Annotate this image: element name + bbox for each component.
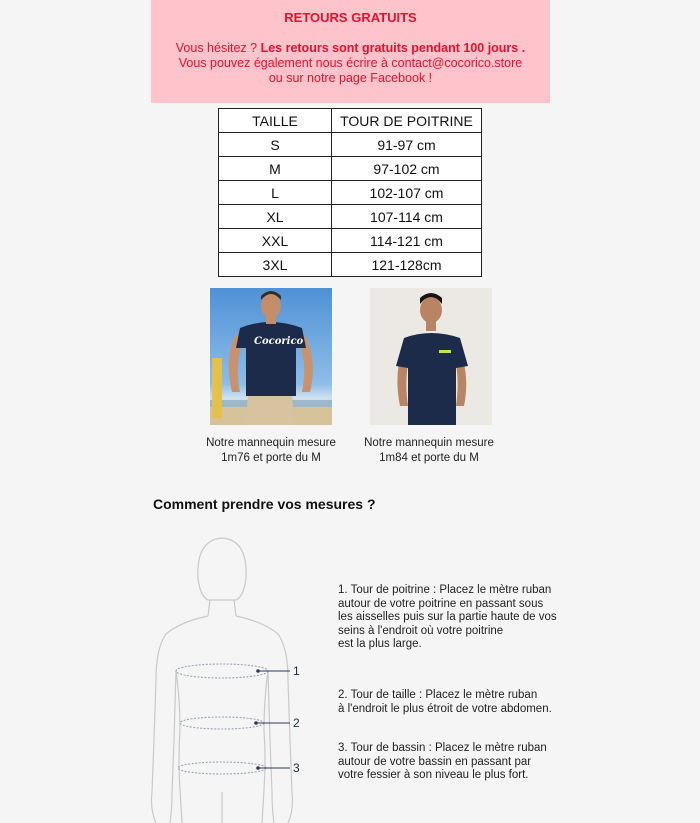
marker-3: 3 xyxy=(293,761,300,775)
shirt-logo-text: Cocorico xyxy=(254,336,304,347)
caption-line2: 1m76 et porte du M xyxy=(221,452,321,464)
banner-body xyxy=(151,41,550,86)
header-taille: TAILLE xyxy=(219,109,332,133)
banner-title: RETOURS GRATUITS xyxy=(284,10,417,25)
marker-1: 1 xyxy=(293,664,300,678)
table-row xyxy=(219,157,482,181)
instruction-line: les aisselles puis sur la partie haute de vos xyxy=(338,611,557,623)
chest-cell: 121-128cm xyxy=(332,253,482,277)
header-tour-de-poitrine: TOUR DE POITRINE xyxy=(332,109,482,133)
model-caption-2 xyxy=(344,436,514,466)
banner-line1-bold: Les retours sont gratuits pendant 100 jours . xyxy=(260,41,526,55)
chest-cell: 107-114 cm xyxy=(332,205,482,229)
size-cell: XXL xyxy=(219,229,332,253)
table-row xyxy=(219,229,482,253)
size-cell: 3XL xyxy=(219,253,332,277)
instruction-line: autour de votre poitrine en passant sous xyxy=(338,597,544,610)
chest-cell: 91-97 cm xyxy=(332,133,482,157)
instruction-hips xyxy=(338,742,563,783)
size-table xyxy=(218,108,482,277)
size-cell: M xyxy=(219,157,332,181)
size-cell: S xyxy=(219,133,332,157)
instruction-line: 1. Tour de poitrine : Placez le mètre ruban xyxy=(338,584,552,596)
model-photo-beach xyxy=(210,288,332,425)
chest-cell: 114-121 cm xyxy=(332,229,482,253)
free-returns-banner xyxy=(151,0,550,103)
how-to-measure-title: Comment prendre vos mesures ? xyxy=(153,496,376,512)
instruction-line: votre fessier à son niveau le plus fort. xyxy=(338,769,529,781)
chest-cell: 102-107 cm xyxy=(332,181,482,205)
instruction-line: 3. Tour de bassin : Placez le mètre ruban xyxy=(338,742,547,754)
banner-line3: ou sur notre page Facebook ! xyxy=(268,71,433,85)
size-cell: L xyxy=(219,181,332,205)
instruction-line: est la plus large. xyxy=(338,638,422,650)
table-row xyxy=(219,205,482,229)
table-row xyxy=(219,133,482,157)
caption-line2: 1m84 et porte du M xyxy=(379,452,479,464)
banner-line2: Vous pouvez également nous écrire à contact@cocorico.store xyxy=(178,56,523,70)
chest-cell: 97-102 cm xyxy=(332,157,482,181)
instruction-line: à l'endroit le plus étroit de votre abdomen. xyxy=(338,702,552,715)
table-row xyxy=(219,253,482,277)
instruction-line: seins à l'endroit où votre poitrine xyxy=(338,624,504,637)
caption-line1: Notre mannequin mesure xyxy=(364,437,494,449)
model-caption-1 xyxy=(186,436,356,466)
table-row xyxy=(219,181,482,205)
instruction-line: 2. Tour de taille : Placez le mètre ruban xyxy=(338,689,538,701)
banner-line1-prefix: Vous hésitez ? xyxy=(175,41,261,55)
body-outline-illustration xyxy=(140,530,320,823)
size-cell: XL xyxy=(219,205,332,229)
instruction-waist xyxy=(338,689,568,716)
model-photo-studio xyxy=(370,288,492,425)
marker-2: 2 xyxy=(293,716,300,730)
instruction-line: autour de votre bassin en passant par xyxy=(338,755,532,768)
caption-line1: Notre mannequin mesure xyxy=(206,437,336,449)
size-table-header xyxy=(219,109,482,133)
instruction-chest xyxy=(338,584,563,652)
